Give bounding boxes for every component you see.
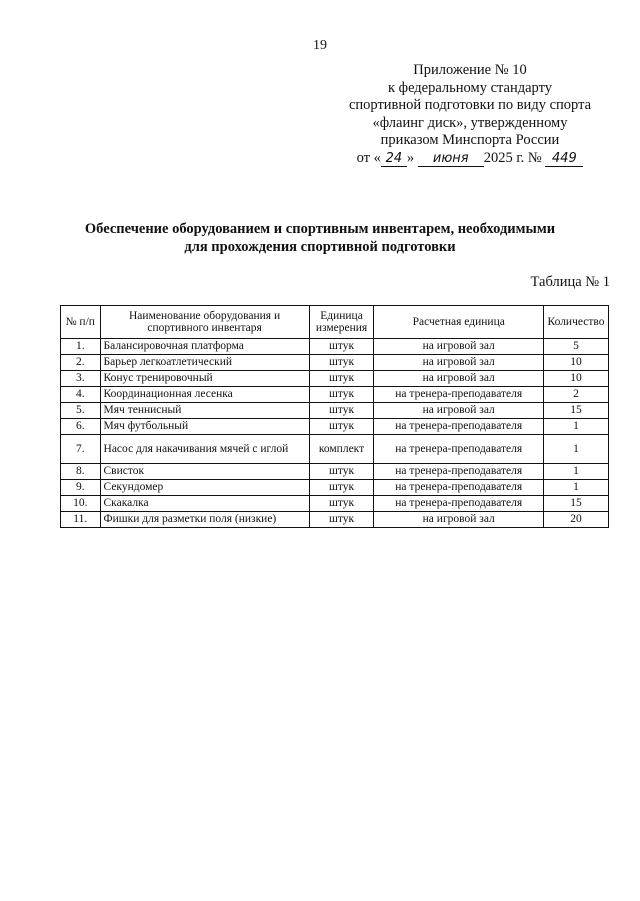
cell-qty: 1 bbox=[544, 435, 609, 464]
date-mid: » bbox=[406, 149, 415, 166]
cell-unit: штук bbox=[309, 496, 374, 512]
cell-unit: штук bbox=[309, 387, 374, 403]
table-row bbox=[61, 480, 609, 496]
date-year: 2025 г. № bbox=[483, 149, 542, 166]
cell-name: Мяч футбольный bbox=[100, 419, 309, 435]
cell-name: Секундомер bbox=[100, 480, 309, 496]
cell-qty: 1 bbox=[544, 419, 609, 435]
table-row bbox=[61, 464, 609, 480]
cell-name: Барьер легкоатлетический bbox=[100, 355, 309, 371]
cell-qty: 1 bbox=[544, 464, 609, 480]
cell-calc: на игровой зал bbox=[374, 339, 544, 355]
cell-name: Мяч теннисный bbox=[100, 403, 309, 419]
appendix-line: «флаинг диск», утвержденному bbox=[372, 114, 568, 131]
cell-no: 5. bbox=[61, 403, 101, 419]
cell-qty: 15 bbox=[544, 496, 609, 512]
table-row bbox=[61, 371, 609, 387]
cell-unit: штук bbox=[309, 464, 374, 480]
cell-unit: штук bbox=[309, 512, 374, 528]
cell-unit: штук bbox=[309, 403, 374, 419]
cell-no: 7. bbox=[61, 435, 101, 464]
header-calc: Расчетная единица bbox=[374, 306, 544, 339]
cell-calc: на тренера-преподавателя bbox=[374, 464, 544, 480]
handwritten-order-number: 449 bbox=[545, 152, 583, 167]
cell-qty: 10 bbox=[544, 371, 609, 387]
title-line-2: для прохождения спортивной подготовки bbox=[184, 239, 456, 255]
date-prefix: от « bbox=[356, 149, 381, 166]
table-label: Таблица № 1 bbox=[530, 274, 610, 290]
cell-calc: на тренера-преподавателя bbox=[374, 480, 544, 496]
cell-no: 10. bbox=[61, 496, 101, 512]
header-no: № п/п bbox=[61, 306, 101, 339]
cell-name: Координационная лесенка bbox=[100, 387, 309, 403]
table-header-row bbox=[61, 306, 609, 339]
cell-unit: комплект bbox=[309, 435, 374, 464]
appendix-line: Приложение № 10 bbox=[413, 62, 527, 78]
handwritten-month: июня bbox=[418, 152, 484, 167]
table-row bbox=[61, 355, 609, 371]
appendix-line: приказом Минспорта России bbox=[380, 132, 560, 148]
cell-name: Фишки для разметки поля (низкие) bbox=[100, 512, 309, 528]
table-row bbox=[61, 496, 609, 512]
cell-no: 4. bbox=[61, 387, 101, 403]
cell-no: 8. bbox=[61, 464, 101, 480]
cell-no: 1. bbox=[61, 339, 101, 355]
cell-no: 3. bbox=[61, 371, 101, 387]
equipment-table bbox=[60, 305, 609, 528]
document-title bbox=[40, 220, 600, 256]
table-row bbox=[61, 435, 609, 464]
cell-qty: 10 bbox=[544, 355, 609, 371]
cell-name: Свисток bbox=[100, 464, 309, 480]
cell-no: 9. bbox=[61, 480, 101, 496]
cell-qty: 5 bbox=[544, 339, 609, 355]
cell-calc: на игровой зал bbox=[374, 355, 544, 371]
cell-calc: на тренера-преподавателя bbox=[374, 387, 544, 403]
cell-name: Конус тренировочный bbox=[100, 371, 309, 387]
cell-no: 2. bbox=[61, 355, 101, 371]
table-row bbox=[61, 419, 609, 435]
cell-qty: 2 bbox=[544, 387, 609, 403]
cell-calc: на игровой зал bbox=[374, 403, 544, 419]
cell-qty: 1 bbox=[544, 480, 609, 496]
order-date-line bbox=[340, 150, 600, 168]
cell-no: 6. bbox=[61, 419, 101, 435]
header-unit: Единица измерения bbox=[309, 306, 374, 339]
page-number: 19 bbox=[313, 38, 327, 53]
appendix-line: к федеральному стандарту bbox=[388, 79, 552, 96]
cell-calc: на тренера-преподавателя bbox=[374, 435, 544, 464]
appendix-header bbox=[340, 62, 600, 167]
cell-qty: 20 bbox=[544, 512, 609, 528]
cell-unit: штук bbox=[309, 419, 374, 435]
cell-unit: штук bbox=[309, 480, 374, 496]
header-name: Наименование оборудования и спортивного инвентаря bbox=[100, 306, 309, 339]
table-row bbox=[61, 403, 609, 419]
cell-qty: 15 bbox=[544, 403, 609, 419]
title-line-1: Обеспечение оборудованием и спортивным инвентарем, необходимыми bbox=[84, 221, 556, 237]
table-row bbox=[61, 387, 609, 403]
header-qty: Количество bbox=[544, 306, 609, 339]
cell-name: Насос для накачивания мячей с иглой bbox=[100, 435, 309, 464]
cell-calc: на тренера-преподавателя bbox=[374, 419, 544, 435]
cell-unit: штук bbox=[309, 355, 374, 371]
cell-calc: на тренера-преподавателя bbox=[374, 496, 544, 512]
cell-calc: на игровой зал bbox=[374, 512, 544, 528]
appendix-line: спортивной подготовки по виду спорта bbox=[348, 97, 592, 113]
table-row bbox=[61, 512, 609, 528]
cell-no: 11. bbox=[61, 512, 101, 528]
cell-unit: штук bbox=[309, 371, 374, 387]
cell-name: Балансировочная платформа bbox=[100, 339, 309, 355]
handwritten-day: 24 bbox=[381, 152, 407, 167]
cell-calc: на игровой зал bbox=[374, 371, 544, 387]
table-row bbox=[61, 339, 609, 355]
cell-unit: штук bbox=[309, 339, 374, 355]
cell-name: Скакалка bbox=[100, 496, 309, 512]
